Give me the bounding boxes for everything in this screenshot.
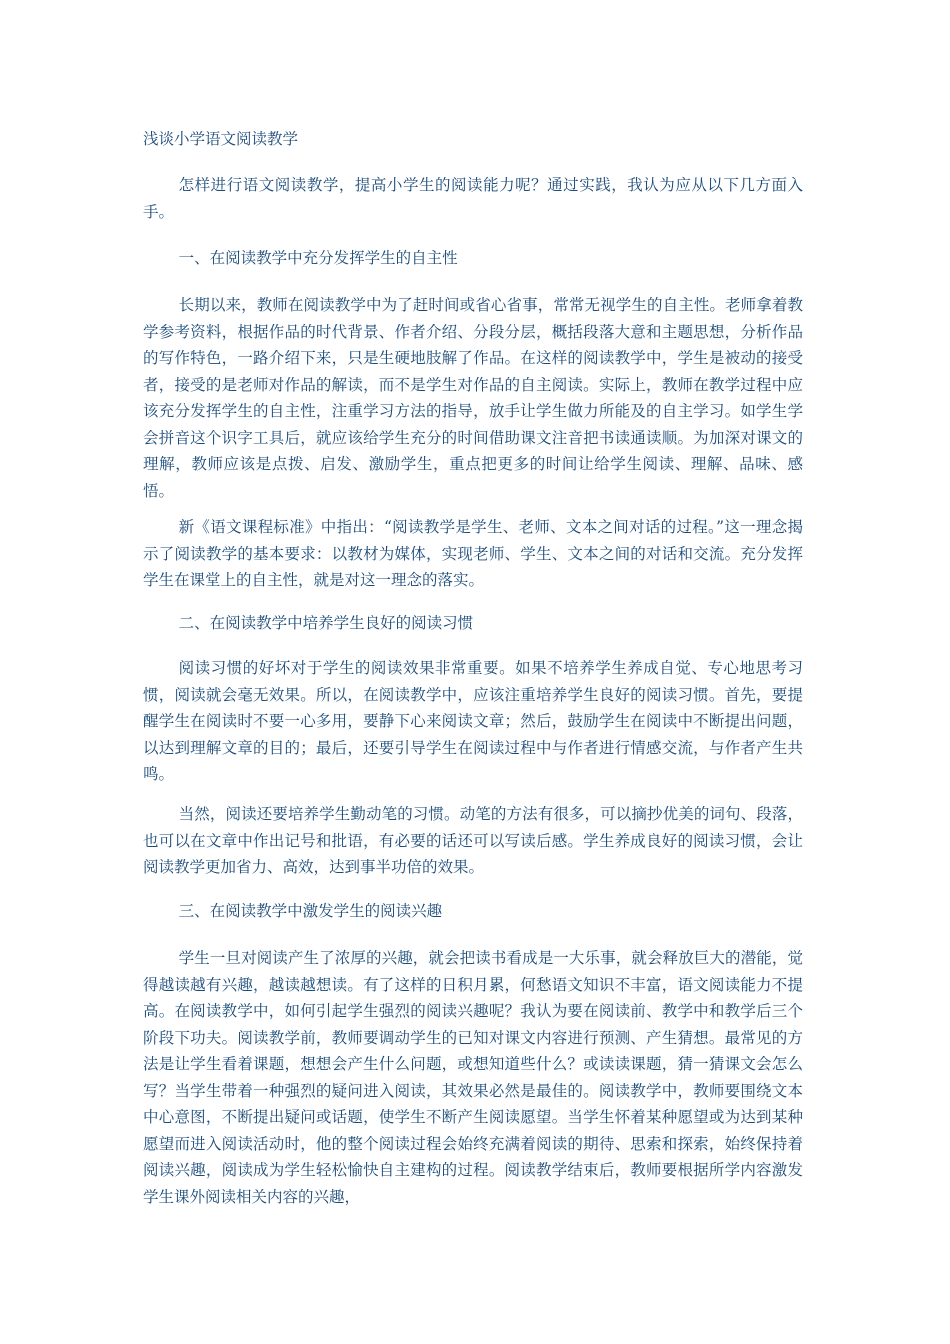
section-2-heading: 二、在阅读教学中培养学生良好的阅读习惯 (178, 614, 474, 632)
section-1-paragraph-2: 新《语文课程标准》中指出：“阅读教学是学生、老师、文本之间对话的过程。”这一理念揭示了阅读教学的基本要求：以教材为媒体，实现老师、学生、文本之间的对话和交流。充分发挥学生在课堂上的自主性，就是对这一理念的落实。 (143, 518, 803, 589)
section-1-heading: 一、在阅读教学中充分发挥学生的自主性 (178, 249, 458, 267)
section-2-paragraph-2: 当然，阅读还要培养学生勤动笔的习惯。动笔的方法有很多，可以摘抄优美的词句、段落，也可以在文章中作出记号和批语，有必要的话还可以写读后感。学生养成良好的阅读习惯，会让阅读教学更加省力、高效，达到事半功倍的效果。 (143, 805, 803, 876)
section-2-paragraph-1: 阅读习惯的好坏对于学生的阅读效果非常重要。如果不培养学生养成自觉、专心地思考习惯，阅读就会毫无效果。所以，在阅读教学中，应该注重培养学生良好的阅读习惯。首先，要提醒学生在阅读时不要一心多用，要静下心来阅读文章；然后，鼓励学生在阅读中不断提出问题，以达到理解文章的目的；最后，还要引导学生在阅读过程中与作者进行情感交流，与作者产生共鸣。 (143, 659, 803, 783)
section-3-paragraph-1: 学生一旦对阅读产生了浓厚的兴趣，就会把读书看成是一大乐事，就会释放巨大的潜能，觉得越读越有兴趣，越读越想读。有了这样的日积月累，何愁语文知识不丰富，语文阅读能力不提高。在阅读教学中，如何引起学生强烈的阅读兴趣呢？我认为要在阅读前、教学中和教学后三个阶段下功夫。阅读教学前，教师要调动学生的已知对课文内容进行预测、产生猜想。最常见的方法是让学生看着课题，想想会产生什么问题，或想知道些什么？或读读课题，猜一猜课文会怎么写？当学生带着一种强烈的疑问进入阅读，其效果必然是最佳的。阅读教学中，教师要围绕文本中心意图，不断提出疑问或话题，使学生不断产生阅读愿望。当学生怀着某种愿望或为达到某种愿望而进入阅读活动时，他的整个阅读过程会始终充满着阅读的期待、思索和探索，始终保持着阅读兴趣，阅读成为学生轻松愉快自主建构的过程。阅读教学结束后，教师要根据所学内容激发学生课外阅读相关内容的兴趣， (143, 949, 803, 1206)
document-title: 浅谈小学语文阅读教学 (143, 130, 299, 148)
section-1-paragraph-1: 长期以来，教师在阅读教学中为了赶时间或省心省事，常常无视学生的自主性。老师拿着教学参考资料，根据作品的时代背景、作者介绍、分段分层，概括段落大意和主题思想，分析作品的写作特色，一路介绍下来，只是生硬地肢解了作品。在这样的阅读教学中，学生是被动的接受者，接受的是老师对作品的解读，而不是学生对作品的自主阅读。实际上，教师在教学过程中应该充分发挥学生的自主性，注重学习方法的指导，放手让学生做力所能及的自主学习。如学生学会拼音这个识字工具后，就应该给学生充分的时间借助课文注音把书读通读顺。为加深对课文的理解，教师应该是点拨、启发、激励学生，重点把更多的时间让给学生阅读、理解、品味、感悟。 (143, 296, 803, 500)
intro-paragraph: 怎样进行语文阅读教学，提高小学生的阅读能力呢？通过实践，我认为应从以下几方面入手。 (143, 176, 803, 221)
section-3-heading: 三、在阅读教学中激发学生的阅读兴趣 (178, 902, 443, 920)
